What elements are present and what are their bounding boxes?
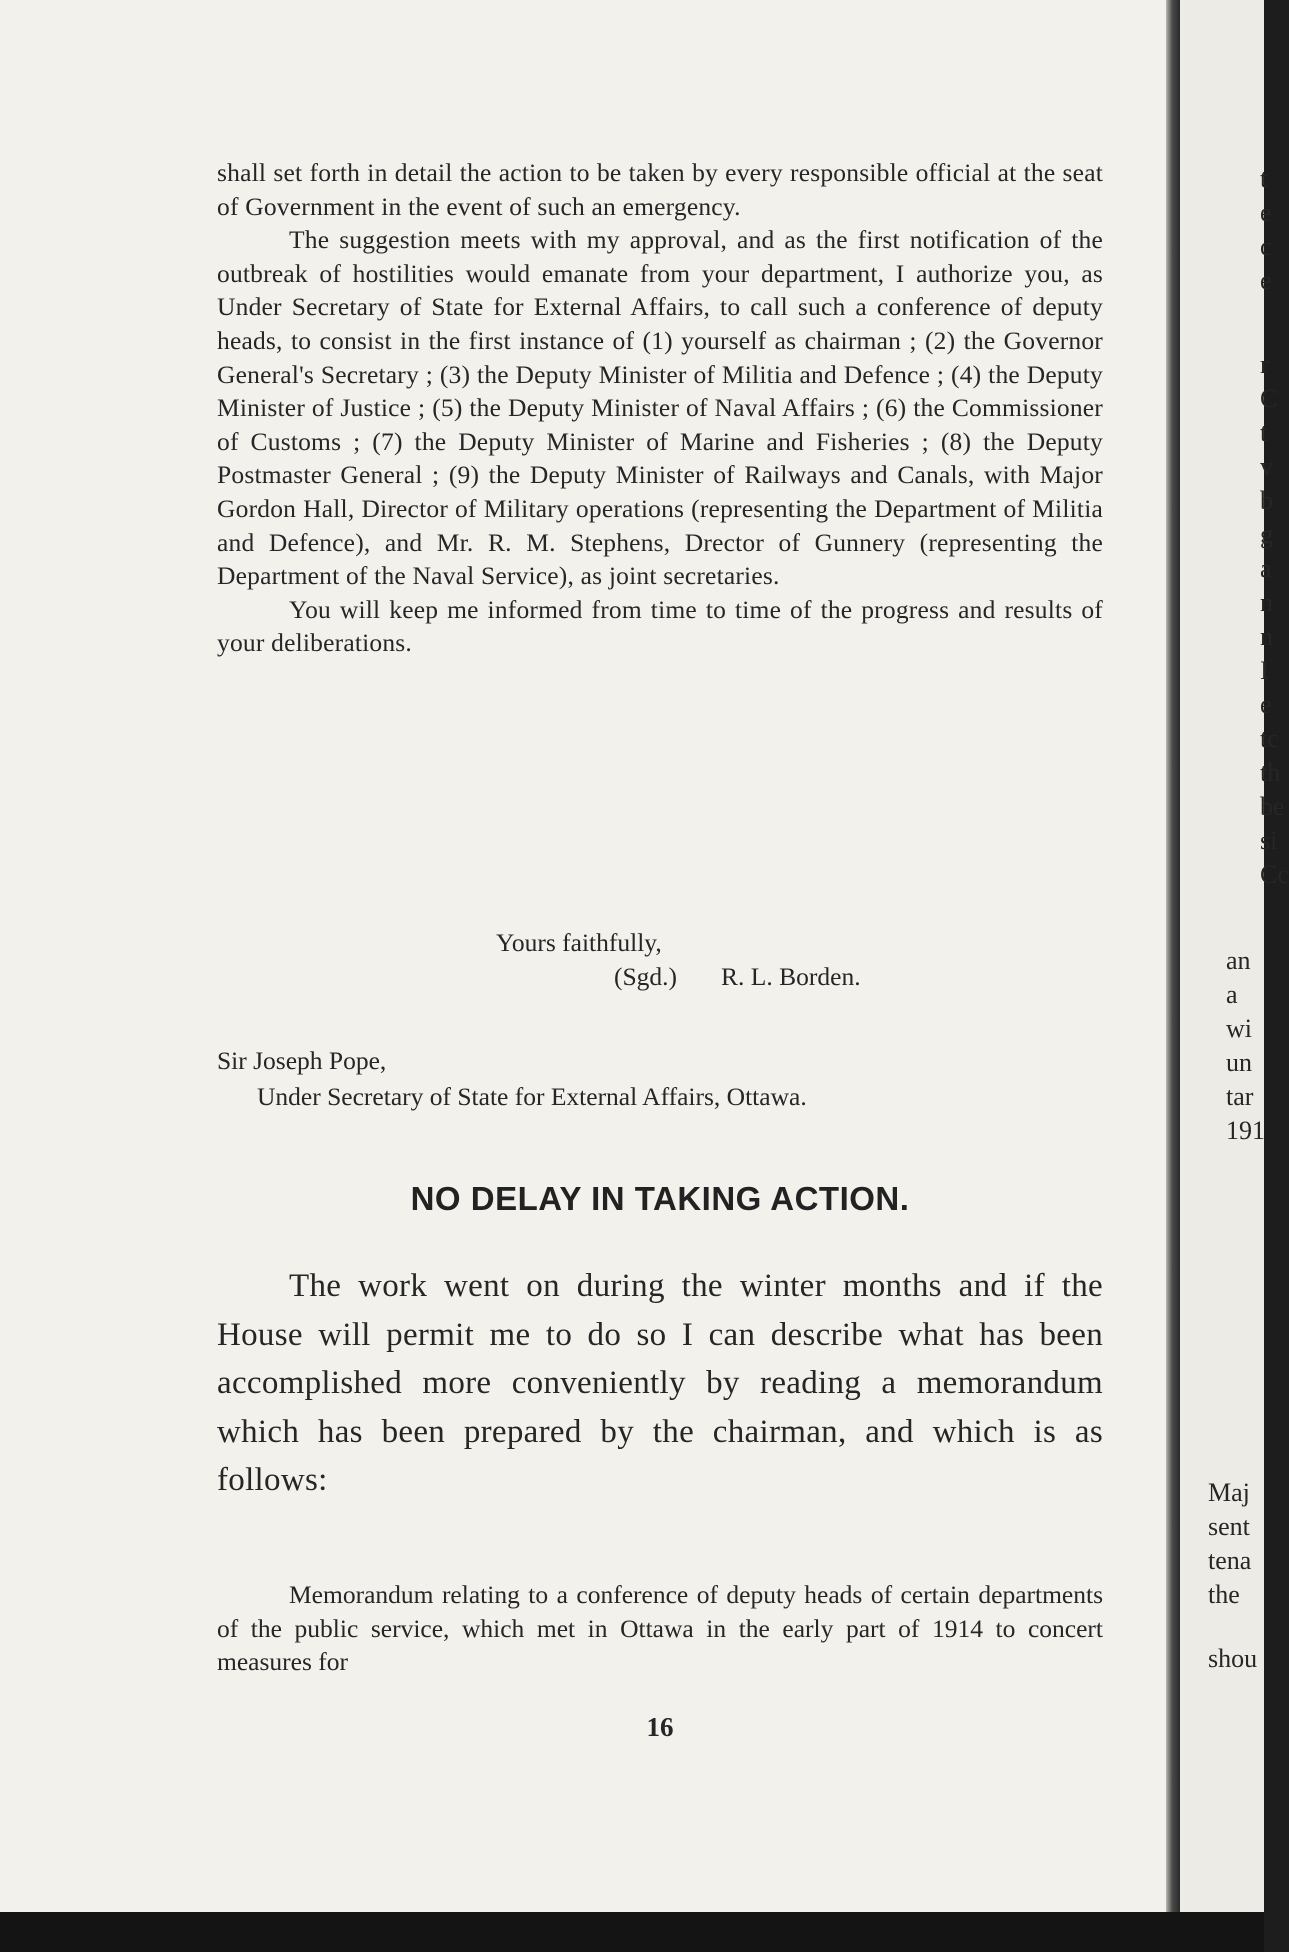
- scan-background: [0, 1912, 1264, 1952]
- next-page-fragment: t: [1260, 418, 1268, 447]
- next-page-fragment: g: [1260, 520, 1273, 549]
- memorandum-body: [217, 1578, 1103, 1679]
- letter-paragraph-3: You will keep me informed from time to time of the progress and results of your deliberations.: [217, 594, 1103, 658]
- speech-paragraph: The work went on during the winter months and if the House will permit me to do so I can describe what has been accomplished more conveniently by reading a memorandum which has been prepared by the chairman, and which is as follows:: [217, 1268, 1103, 1498]
- next-page-fragment: e: [1260, 266, 1272, 295]
- adjacent-page-edge: [1180, 0, 1289, 1912]
- next-page-fragment: n: [1260, 588, 1273, 617]
- next-page-fragment: si: [1260, 826, 1278, 855]
- section-heading: NO DELAY IN TAKING ACTION.: [410, 1180, 910, 1217]
- next-page-fragment: I: [1260, 656, 1269, 685]
- addressee-title: Under Secretary of State for External Affairs, Ottawa.: [257, 1082, 807, 1111]
- next-page-fragment: a: [1226, 980, 1238, 1009]
- next-page-fragment: v: [1260, 452, 1273, 481]
- next-page-fragment: un: [1226, 1048, 1252, 1077]
- next-page-fragment: c: [1260, 232, 1272, 261]
- next-page-fragment: tar: [1226, 1082, 1254, 1111]
- signature-prefix: (Sgd.): [614, 962, 678, 991]
- next-page-fragment: e: [1260, 198, 1272, 227]
- next-page-fragment: shou: [1208, 1644, 1258, 1673]
- next-page-fragment: Maj: [1208, 1478, 1250, 1507]
- next-page-fragment: e: [1260, 690, 1272, 719]
- next-page-fragment: wi: [1226, 1014, 1252, 1043]
- next-page-fragment: the: [1208, 1580, 1240, 1609]
- next-page-fragment: t: [1260, 164, 1268, 193]
- next-page-fragment: 191: [1226, 1116, 1265, 1145]
- next-page-fragment: Cc: [1260, 860, 1289, 889]
- addressee-name: Sir Joseph Pope,: [217, 1046, 387, 1075]
- next-page-fragment: a: [1260, 554, 1272, 583]
- next-page-fragment: th: [1260, 758, 1281, 787]
- next-page-fragment: r: [1260, 350, 1269, 379]
- letter-paragraph-1: shall set forth in detail the action to be taken by every responsible official at the seat of Government in the event of such an emergency.: [217, 158, 1103, 221]
- signature: [614, 960, 861, 994]
- next-page-fragment: n: [1260, 622, 1273, 651]
- next-page-fragment: tc: [1260, 724, 1279, 753]
- signature-name: R. L. Borden.: [721, 962, 861, 991]
- valediction: Yours faithfully,: [496, 928, 662, 957]
- next-page-fragment: sent: [1208, 1512, 1250, 1541]
- speech-body: [217, 1262, 1103, 1505]
- letter-body: [217, 156, 1103, 660]
- next-page-fragment: b: [1260, 486, 1273, 515]
- next-page-fragment: be: [1260, 792, 1285, 821]
- next-page-fragment: tena: [1208, 1546, 1252, 1575]
- next-page-fragment: an: [1226, 946, 1251, 975]
- letter-paragraph-2: The suggestion meets with my approval, and as the first notification of the outbreak of hostilities would emanate from your department, I authorize you, as Under Secretary of State for External Affairs, to call such a conference of deputy heads, to consist in the first instance of (1) yourself as chairman ; (2) the Governor General's Secretary ; (3) the Deputy Minister of Militia and Defence ; (4) the Deputy Minister of Justice ; (5) the Deputy Minister of Naval Affairs ; (6) the Commissioner of Customs ; (7) the Deputy Minister of Marine and Fisheries ; (8) the Deputy Postmaster General ; (9) the Deputy Minister of Railways and Canals, with Major Gordon Hall, Director of Military operations (representing the Department of Militia and Defence), and Mr. R. M. Stephens, Drector of Gunnery (representing the Department of the Naval Service), as joint secretaries.: [217, 225, 1103, 591]
- book-gutter: [1166, 0, 1180, 1912]
- memorandum-paragraph: Memorandum relating to a conference of deputy heads of certain departments of the public service, which met in Ottawa in the early part of 1914 to concert measures for: [217, 1580, 1103, 1677]
- page-number: 16: [646, 1712, 674, 1742]
- next-page-fragment: C: [1260, 384, 1278, 413]
